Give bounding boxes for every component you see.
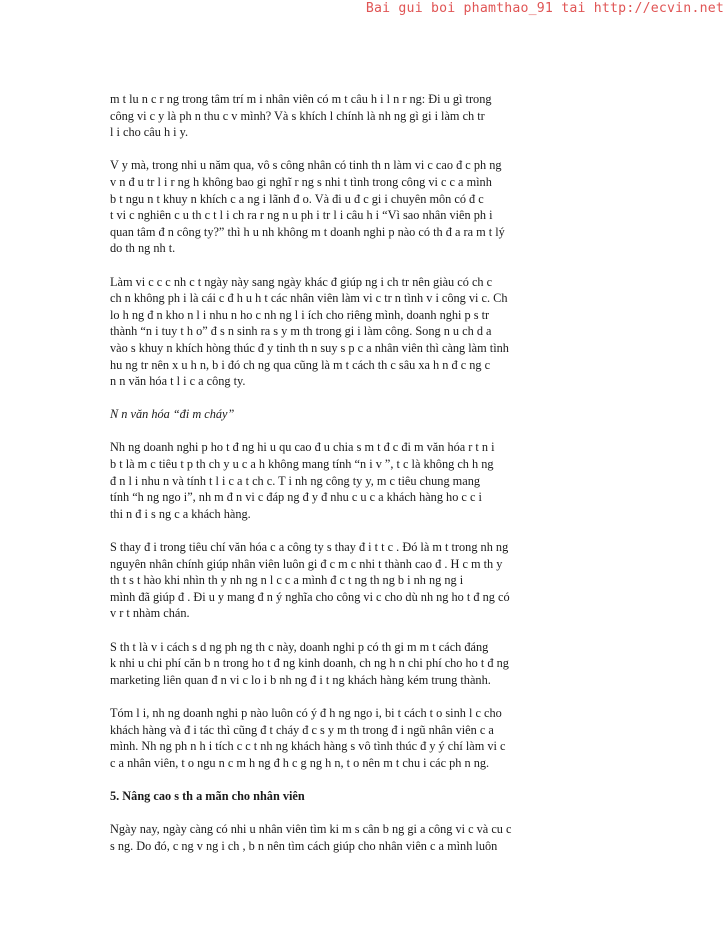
text-line: Nh ng doanh nghi p ho t đ ng hi u qu cao đ u chia s m t đ c đi m văn hóa r t n i — [110, 440, 495, 455]
text-line: nguyên nhân chính giúp nhân viên luôn gi đ c m c nhi t thành cao đ . H c m th y — [110, 556, 503, 571]
text-line: thi n đ i s ng c a khách hàng. — [110, 506, 251, 521]
text-line: thành “n i tuy t h o” đ s n sinh ra s y m th trong gi i làm công. Song n u ch d a — [110, 324, 492, 339]
text-line: b t ngu n t khuy n khích c a ng i lãnh đ o. Và đi u đ c gi i chuyên môn có đ c — [110, 191, 484, 206]
document-body — [110, 91, 618, 871]
text-line: s ng. Do đó, c ng v ng i ch , b n nên tìm cách giúp cho nhân viên c a mình luôn — [110, 838, 498, 853]
text-line: mình. Nh ng ph n h i tích c c t nh ng khách hàng s vô tình thúc đ y ý chí làm vi c — [110, 739, 506, 754]
text-line: v r t nhàm chán. — [110, 606, 190, 621]
text-line: ch n không ph i là cái c đ h u h t các nhân viên làm vi c tr n tình v i công vi c. Ch — [110, 291, 508, 306]
text-line: mình đã giúp đ . Đi u y mang đ n ý nghĩa cho công vi c cho dù nh ng ho t đ ng có — [110, 589, 510, 604]
text-line: V y mà, trong nhi u năm qua, vô s công nhân có tinh th n làm vi c cao đ c ph ng — [110, 158, 502, 173]
paragraph — [110, 821, 618, 854]
text-line: công vi c y là ph n thu c v mình? Và s khích l chính là nh ng gì gi i làm ch tr — [110, 108, 485, 123]
paragraph — [110, 157, 618, 257]
text-line: Làm vi c c c nh c t ngày này sang ngày khác đ giúp ng i ch tr nên giàu có ch c — [110, 274, 493, 289]
text-line: m t lu n c r ng trong tâm trí m i nhân viên có m t câu h i l n r ng: Đi u gì trong — [110, 92, 492, 106]
text-line: N n văn hóa “đi m cháy” — [110, 407, 235, 422]
text-line: lo h ng đ n kho n l i nhu n ho c nh ng l i ích cho riêng mình, doanh nghi p s tr — [110, 307, 490, 322]
section-heading — [110, 406, 618, 423]
text-line: S thay đ i trong tiêu chí văn hóa c a công ty s thay đ i t t c . Đó là m t trong nh ng — [110, 540, 509, 555]
text-line: Ngày nay, ngày càng có nhi u nhân viên tìm ki m s cân b ng gi a công vi c và cu c — [110, 822, 512, 837]
text-line: 5. Nâng cao s th a mãn cho nhân viên — [110, 788, 305, 803]
text-line: khách hàng và đ i tác thì cũng đ t cháy đ c s y m th trong đ i ngũ nhân viên c a — [110, 722, 494, 737]
section-heading — [110, 788, 618, 805]
paragraph — [110, 274, 618, 390]
text-line: c a nhân viên, t o ngu n c m h ng đ h c g ng h n, t o nên m t chu i các ph n ng. — [110, 755, 490, 770]
paragraph — [110, 439, 618, 522]
text-line: n n văn hóa t l i c a công ty. — [110, 374, 246, 389]
watermark-text: Bai gui boi phamthao_91 tai http://ecvin.net — [365, 1, 724, 16]
text-line: vào s khuy n khích hòng thúc đ y tinh th n suy s p c a nhân viên thì càng làm tình — [110, 340, 509, 355]
paragraph — [110, 539, 618, 622]
text-line: t vi c nghiên c u th c t l i ch ra r ng n u ph i tr l i câu h i “Vì sao nhân viên ph i — [110, 208, 493, 223]
paragraph — [110, 91, 618, 141]
paragraph — [110, 705, 618, 771]
text-line: th t s t hào khi nhìn th y nh ng n l c c a mình đ c t ng th ng b i nh ng ng i — [110, 573, 464, 588]
text-line: b t là m c tiêu t p th ch y u c a h không mang tính “n i v ”, t c là không ch h ng — [110, 457, 494, 472]
text-line: marketing liên quan đ n vi c lo i b nh ng đ i t ng khách hàng kém trung thành. — [110, 672, 491, 687]
text-line: l i cho câu h i y. — [110, 125, 189, 140]
text-line: tính “h ng ngo i”, nh m đ n vi c đáp ng đ y đ nhu c u c a khách hàng ho c c i — [110, 490, 482, 505]
text-line: hu ng tr nên x u h n, b i đó ch ng qua cũng là m t cách th c sâu xa h n đ c ng c — [110, 357, 491, 372]
text-line: Tóm l i, nh ng doanh nghi p nào luôn có ý đ h ng ngo i, bi t cách t o sinh l c cho — [110, 705, 502, 720]
text-line: v n đ u tr l i r ng h không bao gi nghĩ r ng s nhi t tình trong công vi c c a mình — [110, 174, 492, 189]
paragraph — [110, 639, 618, 689]
text-line: quan tâm đ n công ty?” thì h u nh không m t doanh nghi p nào có th đ a ra m t lý — [110, 224, 505, 239]
text-line: k nhi u chi phí căn b n trong ho t đ ng kinh doanh, ch ng h n chi phí cho ho t đ ng — [110, 656, 509, 671]
text-line: đ n l i nhu n và tính t l i c a t ch c. T i nh ng công ty y, m c tiêu chung mang — [110, 473, 480, 488]
text-line: S th t là v i cách s d ng ph ng th c này, doanh nghi p có th gi m m t cách đáng — [110, 639, 489, 654]
text-line: do th ng nh t. — [110, 241, 176, 256]
